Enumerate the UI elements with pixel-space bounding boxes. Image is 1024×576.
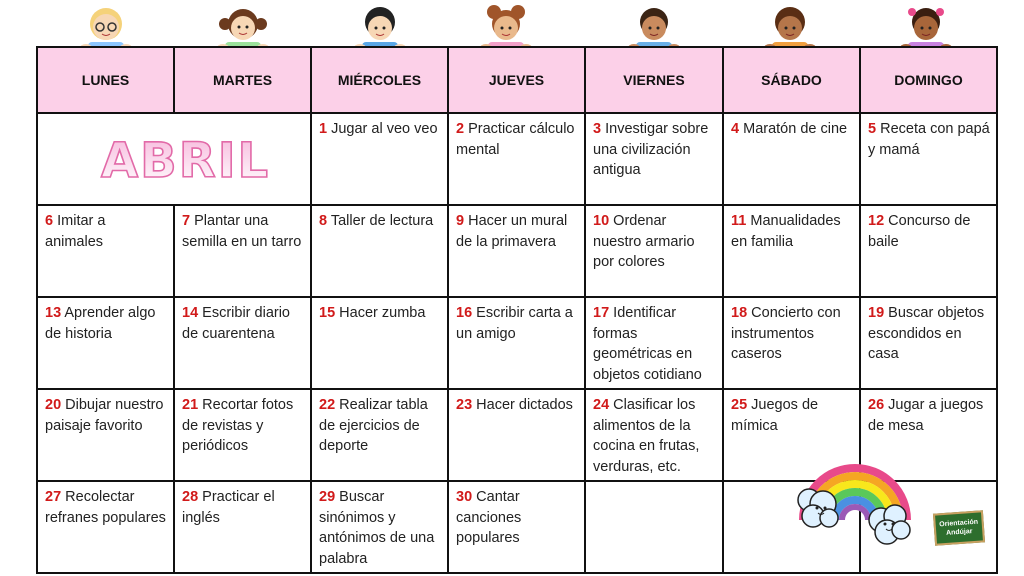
rainbow-icon <box>795 442 915 552</box>
cloud-left-icon <box>798 489 838 527</box>
day-cell: 18 Concierto con instrumentos caseros <box>723 297 860 389</box>
day-cell: 5 Receta con papá y mamá <box>860 113 997 205</box>
kids-illustrations <box>0 0 1024 52</box>
day-cell: 13 Aprender algo de historia <box>37 297 174 389</box>
header-martes: MARTES <box>174 47 311 113</box>
day-cell: 12 Concurso de baile <box>860 205 997 297</box>
day-cell: 28 Practicar el inglés <box>174 481 311 573</box>
day-cell: 3 Investigar sobre una civilización antigua <box>585 113 723 205</box>
day-cell: 8 Taller de lectura <box>311 205 448 297</box>
header-sabado: SÁBADO <box>723 47 860 113</box>
week-row <box>37 297 997 389</box>
week-row <box>37 205 997 297</box>
empty-day-cell <box>585 481 723 573</box>
day-cell: 4 Maratón de cine <box>723 113 860 205</box>
cloud-right-icon <box>869 505 910 544</box>
day-cell: 26 Jugar a juegos de mesa <box>860 389 997 481</box>
day-cell: 25 Juegos de mímica <box>723 389 860 481</box>
kid-girl-bows-icon <box>898 2 954 52</box>
header-domingo: DOMINGO <box>860 47 997 113</box>
day-cell: 22 Realizar tabla de ejercicios de deporte <box>311 389 448 481</box>
weekday-header-row <box>37 47 997 113</box>
day-cell: 21 Recortar fotos de revistas y periódicos <box>174 389 311 481</box>
day-cell: 30 Cantar canciones populares <box>448 481 585 573</box>
month-title <box>0 125 271 195</box>
day-cell: 29 Buscar sinónimos y antónimos de una palabra <box>311 481 448 573</box>
month-title-cell <box>37 113 311 205</box>
kid-girl-pigtails-icon <box>215 2 271 52</box>
day-cell: 27 Recolectar refranes populares <box>37 481 174 573</box>
day-cell: 11 Manualidades en familia <box>723 205 860 297</box>
header-lunes: LUNES <box>37 47 174 113</box>
day-cell: 15 Hacer zumba <box>311 297 448 389</box>
day-cell: 16 Escribir carta a un amigo <box>448 297 585 389</box>
day-cell: 14 Escribir diario de cuarentena <box>174 297 311 389</box>
kid-boy-icon <box>626 2 682 52</box>
kid-girl-buns-icon <box>478 2 534 52</box>
day-cell: 6 Imitar a animales <box>37 205 174 297</box>
day-cell: 17 Identificar formas geométricas en objetos cotidiano <box>585 297 723 389</box>
day-cell: 24 Clasificar los alimentos de la cocina en frutas, verduras, etc. <box>585 389 723 481</box>
kid-boy-glasses-icon <box>78 2 134 52</box>
day-cell: 20 Dibujar nuestro paisaje favorito <box>37 389 174 481</box>
day-cell: 19 Buscar objetos escondidos en casa <box>860 297 997 389</box>
week-row <box>37 113 997 205</box>
kid-boy-curly-icon <box>762 2 818 52</box>
header-miercoles: MIÉRCOLES <box>311 47 448 113</box>
day-cell: 23 Hacer dictados <box>448 389 585 481</box>
day-cell: 7 Plantar una semilla en un tarro <box>174 205 311 297</box>
day-cell: 9 Hacer un mural de la primavera <box>448 205 585 297</box>
header-viernes: VIERNES <box>585 47 723 113</box>
day-cell: 1 Jugar al veo veo <box>311 113 448 205</box>
day-cell: 2 Practicar cálculo mental <box>448 113 585 205</box>
orientacion-andujar-logo: Orientación Andújar <box>933 510 985 545</box>
header-jueves: JUEVES <box>448 47 585 113</box>
day-cell: 10 Ordenar nuestro armario por colores <box>585 205 723 297</box>
svg-text:ABRIL: ABRIL <box>101 133 271 189</box>
kid-boy-dark-hair-icon <box>352 2 408 52</box>
